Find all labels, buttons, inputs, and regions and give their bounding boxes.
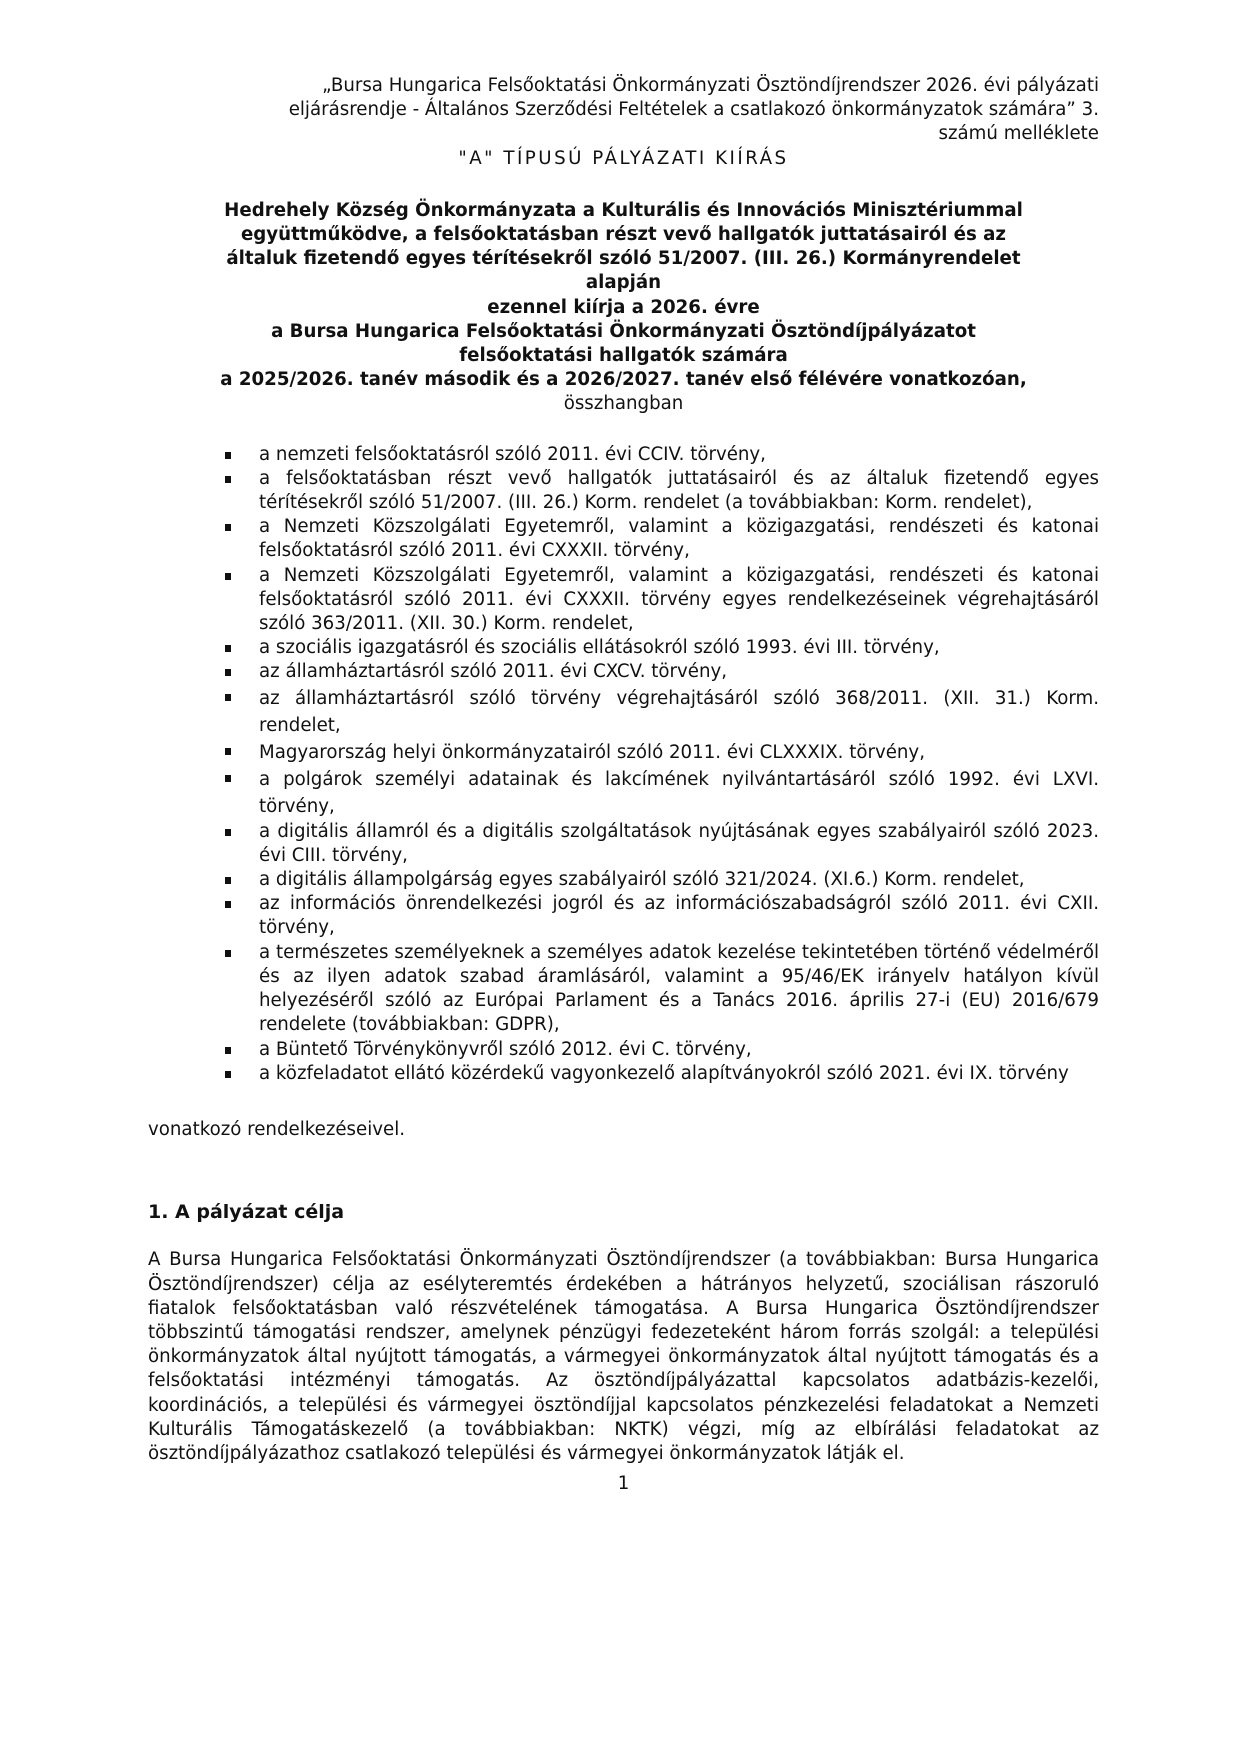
annex-reference-line-3: számú melléklete (938, 123, 1099, 145)
declaration-line: együttműködve, a felsőoktatásban részt vevő hallgatók juttatásairól és az (240, 224, 1007, 246)
declaration-line: ezennel kiírja a 2026. évre (487, 296, 760, 318)
list-item: Magyarország helyi önkormányzatairól szóló 2011. évi CLXXXIX. törvény, (259, 739, 1099, 766)
declaration-line: a Bursa Hungarica Felsőoktatási Önkormányzati Ösztöndíjpályázatot (271, 320, 976, 342)
list-item: a polgárok személyi adatainak és lakcímének nyilvántartásáról szóló 1992. évi LXVI. törvény, (259, 766, 1099, 820)
list-item: az államháztartásról szóló törvény végrehajtásáról szóló 368/2011. (XII. 31.) Korm. rendelet, (259, 685, 1099, 739)
declaration-line: felsőoktatási hallgatók számára (459, 345, 788, 367)
list-item: a Büntető Törvénykönyvről szóló 2012. évi C. törvény, (259, 1038, 1099, 1062)
list-item: az információs önrendelkezési jogról és az információszabadságról szóló 2011. évi CXII. törvény, (259, 892, 1099, 940)
declaration-line: általuk fizetendő egyes térítésekről szóló 51/2007. (III. 26.) Kormányrendelet (226, 248, 1021, 270)
closing-text: vonatkozó rendelkezéseivel. (148, 1118, 406, 1140)
declaration-line: Hedrehely Község Önkormányzata a Kulturális és Innovációs Minisztériummal (224, 199, 1023, 221)
list-item: a Nemzeti Közszolgálati Egyetemről, valamint a közigazgatási, rendészeti és katonai felsőoktatásról szóló 2011. évi CXXXII. törvény, (259, 515, 1099, 563)
call-type-title: "A" TÍPUSÚ PÁLYÁZATI KIÍRÁS (458, 147, 789, 169)
list-item: a Nemzeti Közszolgálati Egyetemről, valamint a közigazgatási, rendészeti és katonai felsőoktatásról szóló 2011. évi CXXXII. törvény egyes rendelkezéseinek végrehajtásáról szóló 363/2011. (XII. 30.) Korm. rendelet, (259, 564, 1099, 637)
declaration-line: alapján (585, 272, 662, 294)
section-heading: 1. A pályázat célja (148, 1201, 345, 1224)
list-item: a nemzeti felsőoktatásról szóló 2011. évi CCIV. törvény, (259, 443, 1099, 467)
declaration-line: a 2025/2026. tanév második és a 2026/2027. tanév első félévére vonatkozóan, (220, 369, 1027, 391)
list-item: a szociális igazgatásról és szociális ellátásokról szóló 1993. évi III. törvény, (259, 636, 1099, 660)
list-item: a digitális államról és a digitális szolgáltatások nyújtásának egyes szabályairól szóló 2023. évi CIII. törvény, (259, 820, 1099, 868)
annex-reference-line-2: eljárásrendje - Általános Szerződési Feltételek a csatlakozó önkormányzatok számára” 3. (288, 99, 1099, 121)
section-paragraph: A Bursa Hungarica Felsőoktatási Önkormányzati Ösztöndíjrendszer (a továbbiakban: Bursa Hungarica Ösztöndíjrendszer) célja az esélyteremtés érdekében a hátrányos helyzetű, szociálisan rászoruló fiatalok felsőoktatásban való részvételének támogatása. A Bursa Hungarica Ösztöndíjrendszer többszintű támogatási rendszer, amelynek pénzügyi fedezeteként három forrás szolgál: a települési önkormányzatok által nyújtott támogatás, a vármegyei önkormányzatok által nyújtott támogatás és a felsőoktatási intézményi támogatás. Az ösztöndíjpályázattal kapcsolatos adatbázis-kezelői, koordinációs, a települési és vármegyei ösztöndíjjal kapcsolatos pénzkezelési feladatokat a Nemzeti Kulturális Támogatáskezelő (a továbbiakban: NKTK) végzi, míg az elbírálási feladatokat az ösztöndíjpályázathoz csatlakozó települési és vármegyei önkormányzatok látják el. (148, 1249, 1099, 1464)
list-item: a természetes személyeknek a személyes adatok kezelése tekintetében történő védelméről és az ilyen adatok szabad áramlásáról, valamint a 95/46/EK irányelv hatályon kívül helyezéséről szóló az Európai Parlament és a Tanács 2016. április 27-i (EU) 2016/679 rendelete (továbbiakban: GDPR), (259, 941, 1099, 1038)
declaration-tail: összhangban (563, 393, 684, 415)
list-item: a közfeladatot ellátó közérdekű vagyonkezelő alapítványokról szóló 2021. évi IX. törvény (259, 1062, 1099, 1086)
document-page (148, 74, 1099, 1496)
annex-reference (148, 74, 1099, 147)
list-item: a digitális állampolgárság egyes szabályairól szóló 321/2024. (XI.6.) Korm. rendelet, (259, 868, 1099, 892)
legal-basis-list (148, 443, 1099, 1086)
annex-reference-line-1: „Bursa Hungarica Felsőoktatási Önkormányzati Ösztöndíjrendszer 2026. évi pályázati (322, 75, 1099, 96)
list-item: a felsőoktatásban részt vevő hallgatók juttatásairól és az általuk fizetendő egyes térítésekről szóló 51/2007. (III. 26.) Korm. rendelet (a továbbiakban: Korm. rendelet), (259, 467, 1099, 515)
page-number: 1 (617, 1473, 630, 1495)
list-item: az államháztartásról szóló 2011. évi CXCV. törvény, (259, 660, 1099, 684)
declaration-block (148, 199, 1099, 417)
